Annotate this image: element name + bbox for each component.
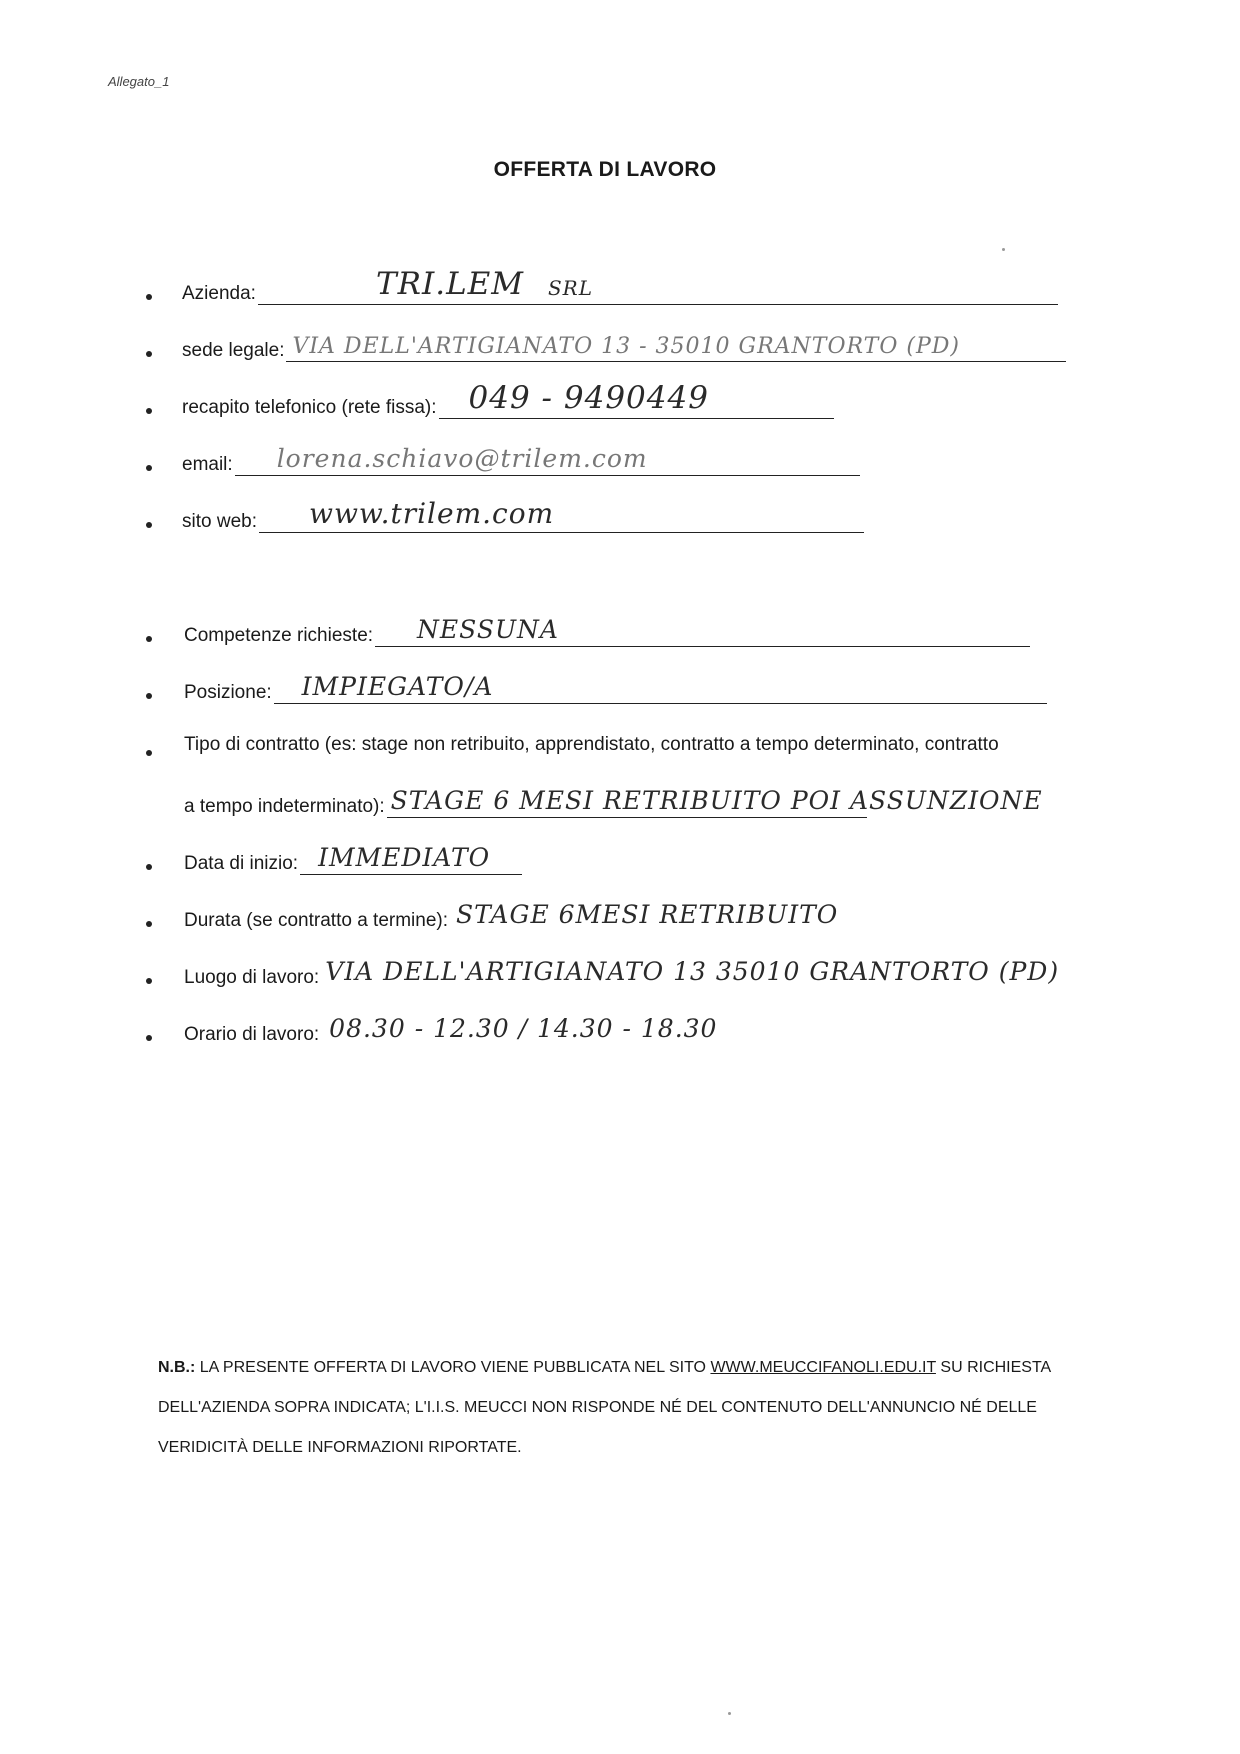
telefono-label: recapito telefonico (rete fissa): <box>182 397 437 418</box>
azienda-value: TRI.LEM <box>375 266 525 302</box>
bullet-icon <box>146 522 152 528</box>
sito-web-line <box>259 497 864 533</box>
sede-legale-value: VIA DELL'ARTIGIANATO 13 - 35010 GRANTORTO (PD) <box>292 334 960 359</box>
azienda-label: Azienda: <box>182 283 256 304</box>
orario-line <box>321 1014 771 1046</box>
bullet-icon <box>146 693 152 699</box>
sito-web-label: sito web: <box>182 511 257 532</box>
email-line <box>235 444 860 476</box>
note-prefix: N.B.: <box>158 1359 196 1376</box>
note-text-2: SU RICHIESTA DELL'AZIENDA SOPRA INDICATA; L'I.I.S. MEUCCI NON RISPONDE NÉ DEL CONTENUTO DELL'ANNUNCIO NÉ DELLE VERIDICITÀ DELLE INFORMAZIONI RIPORTATE. <box>158 1359 1051 1456</box>
scan-speck <box>728 1712 731 1715</box>
field-telefono <box>182 380 834 419</box>
field-azienda <box>182 266 1058 305</box>
contratto-line <box>387 786 1043 818</box>
field-durata <box>184 900 839 932</box>
contratto-value: STAGE 6 MESI RETRIBUITO POI ASSUNZIONE <box>390 786 1043 815</box>
bullet-icon <box>146 465 152 471</box>
contratto-label-line2: a tempo indeterminato): <box>184 796 385 817</box>
posizione-label: Posizione: <box>184 682 272 703</box>
bullet-icon <box>146 750 152 756</box>
bullet-icon <box>146 351 152 357</box>
contratto-label-line1: Tipo di contratto (es: stage non retribuito, apprendistato, contratto a tempo determinato, contratto <box>184 734 999 755</box>
field-posizione <box>184 672 1047 704</box>
bullet-icon <box>146 978 152 984</box>
durata-label: Durata (se contratto a termine): <box>184 910 448 931</box>
bullet-icon <box>146 408 152 414</box>
field-contratto <box>184 786 1043 818</box>
field-email <box>182 444 860 476</box>
azienda-line <box>258 266 1058 305</box>
bullet-icon <box>146 294 152 300</box>
sede-legale-label: sede legale: <box>182 340 285 361</box>
data-inizio-label: Data di inizio: <box>184 853 299 874</box>
durata-value: STAGE 6MESI RETRIBUITO <box>456 900 839 929</box>
sito-web-value: www.trilem.com <box>308 497 555 530</box>
bullet-icon <box>146 1035 152 1041</box>
attachment-label: Allegato_1 <box>108 74 170 89</box>
telefono-line <box>439 380 834 419</box>
field-luogo <box>184 957 1060 989</box>
email-label: email: <box>182 454 233 475</box>
field-orario <box>184 1014 771 1046</box>
competenze-line <box>375 615 1030 647</box>
posizione-line <box>274 672 1047 704</box>
azienda-suffix: SRL <box>547 276 593 300</box>
scan-speck <box>1002 248 1005 251</box>
school-website-link[interactable]: WWW.MEUCCIFANOLI.EDU.IT <box>710 1359 936 1376</box>
orario-value: 08.30 - 12.30 / 14.30 - 18.30 <box>329 1014 718 1043</box>
field-competenze <box>184 615 1030 647</box>
page-title: OFFERTA DI LAVORO <box>493 158 717 181</box>
bullet-icon <box>146 864 152 870</box>
bullet-icon <box>146 636 152 642</box>
telefono-value: 049 - 9490449 <box>468 380 709 416</box>
competenze-label: Competenze richieste: <box>184 625 374 646</box>
orario-label: Orario di lavoro: <box>184 1024 320 1045</box>
sede-legale-line <box>286 335 1066 362</box>
luogo-value: VIA DELL'ARTIGIANATO 13 35010 GRANTORTO (PD) <box>325 957 1060 986</box>
disclaimer-note <box>158 1348 1118 1468</box>
data-inizio-line <box>300 843 522 875</box>
field-sede-legale <box>182 335 1066 362</box>
luogo-line <box>321 957 1060 989</box>
posizione-value: IMPIEGATO/A <box>301 672 494 701</box>
luogo-label: Luogo di lavoro: <box>184 967 320 988</box>
bullet-icon <box>146 921 152 927</box>
note-text-1: LA PRESENTE OFFERTA DI LAVORO VIENE PUBBLICATA NEL SITO <box>199 1359 706 1376</box>
competenze-value: NESSUNA <box>417 615 559 644</box>
data-inizio-value: IMMEDIATO <box>318 843 491 872</box>
email-value: lorena.schiavo@trilem.com <box>276 444 648 473</box>
durata-line <box>450 900 839 932</box>
field-sito-web <box>182 497 864 533</box>
field-data-inizio <box>184 843 522 875</box>
